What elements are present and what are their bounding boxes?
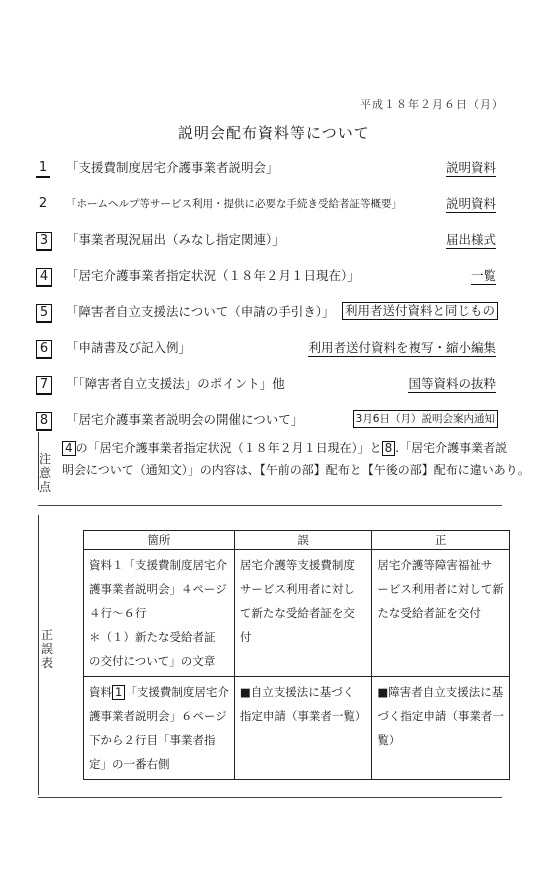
section-divider <box>38 505 502 506</box>
item-tag: 3月6日（月）説明会案内通知 <box>353 410 498 428</box>
errata-label: 正誤表 <box>40 628 53 670</box>
item-text: 「居宅介護事業者説明会の開催について」 <box>66 412 304 427</box>
column-header: 正 <box>372 531 510 550</box>
notice-part-a: の「居宅介護事業者指定状況（１８年２月１日現在）」と <box>75 441 382 455</box>
notice-part-b: .「居宅介護事業者説 <box>395 441 508 455</box>
notice-text <box>62 440 507 456</box>
item-text: 「支援費制度居宅介護事業者説明会」 <box>66 160 279 175</box>
wrong-cell: ■自立支援法に基づく 指定申請（事業者一覧） <box>234 677 372 780</box>
item-tag: 一覧 <box>470 268 496 283</box>
document-date: 平成１８年２月６日（月） <box>360 98 504 111</box>
correct-cell: ■障害者自立支援法に基 づく指定申請（事業者一 覧） <box>372 677 510 780</box>
item-number: 6 <box>36 340 52 359</box>
table-header-row <box>84 531 510 550</box>
notice-text-line2: 明会について（通知文）」の内容は、【午前の部】配布と【午後の部】配布に違いあり。 <box>62 463 530 477</box>
section-divider <box>38 515 39 795</box>
item-tag: 説明資料 <box>445 160 496 175</box>
column-header: 誤 <box>234 531 372 550</box>
location-cell: 資料 1 「支援費制度居宅介 護事業者説明会」６ページ 下から２行目「事業者指 定」の一番右側 <box>84 677 235 780</box>
wrong-cell: 居宅介護等支援費制度 サービス利用者に対し て新たな受給者証を交 付 <box>234 550 372 677</box>
item-text: 「申請書及び記入例」 <box>66 340 192 355</box>
item-text: 「「障害者自立支援法」のポイント」他 <box>66 376 285 391</box>
item-number: 5 <box>36 304 52 323</box>
notice-ref-a: 4 <box>62 441 76 456</box>
item-text: 「事業者現況届出（みなし指定関連）」 <box>66 232 285 247</box>
item-text: 「ホームヘルプ等サービス利用・提供に必要な手続き受給者証等概要」 <box>66 198 402 210</box>
item-tag: 説明資料 <box>445 196 496 211</box>
correct-cell: 居宅介護等障害福祉サ ービス利用者に対して新 たな受給者証を交付 <box>372 550 510 677</box>
item-text: 「居宅介護事業者指定状況（１８年２月１日現在）」 <box>66 268 360 283</box>
location-cell: 資料１「支援費制度居宅介 護事業者説明会」４ページ ４行～６行 ＊（１）新たな受給者証 の交付について」の文章 <box>84 550 235 677</box>
location-text: 「支援費制度居宅介 <box>125 685 229 699</box>
item-number: 4 <box>36 268 52 287</box>
item-text: 「障害者自立支援法について（申請の手引き）」 <box>66 304 335 319</box>
item-number: 7 <box>36 376 52 395</box>
item-tag: 利用者送付資料を複写・縮小編集 <box>308 340 496 355</box>
item-number: 1 <box>36 160 50 178</box>
item-number: 3 <box>36 232 52 251</box>
item-tag: 国等資料の抜粋 <box>408 376 496 391</box>
errata-table <box>83 530 510 780</box>
item-number: 8 <box>36 412 52 431</box>
document-title: 説明会配布資料等について <box>178 124 370 142</box>
item-tag: 届出様式 <box>445 232 496 247</box>
location-prefix: 資料 <box>89 685 112 699</box>
item-number: 2 <box>38 196 48 211</box>
notice-label: 注意点 <box>38 452 51 494</box>
location-ref: 1 <box>112 685 125 700</box>
notice-ref-b: 8 <box>382 441 396 456</box>
item-tag: 利用者送付資料と同じもの <box>342 302 498 320</box>
table-row <box>84 677 510 780</box>
table-row <box>84 550 510 677</box>
section-divider <box>38 797 502 798</box>
column-header: 箇所 <box>84 531 235 550</box>
